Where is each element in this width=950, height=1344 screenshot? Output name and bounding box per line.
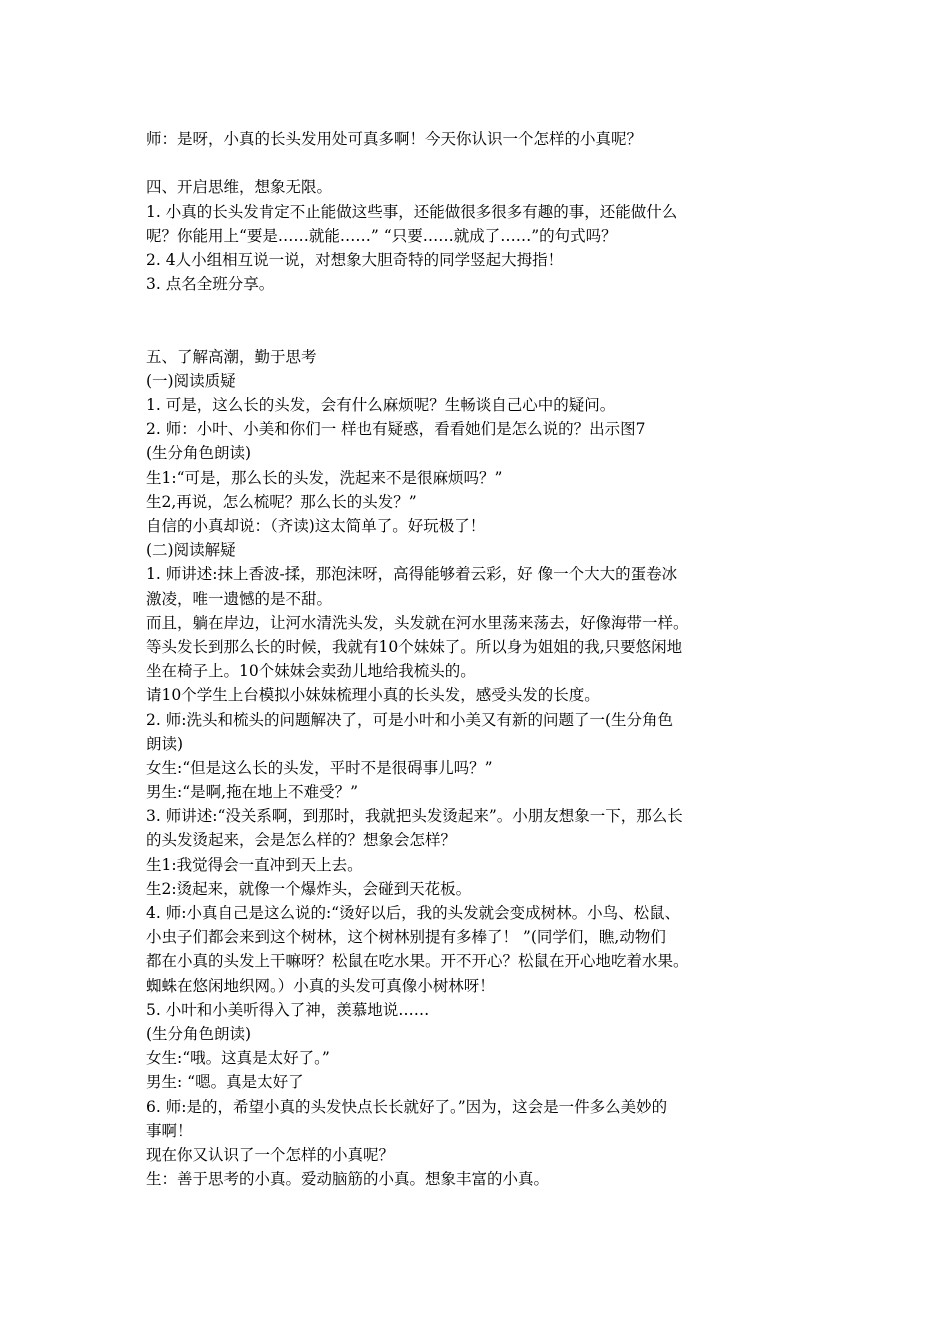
text-line: 生2:烫起来，就像一个爆炸头，会碰到天花板。 xyxy=(146,879,472,898)
text-line: 3. 点名全班分享。 xyxy=(146,275,275,294)
blank-line xyxy=(146,321,818,345)
text-line: 师：是呀，小真的长头发用处可真多啊！今天你认识一个怎样的小真呢？ xyxy=(146,130,643,148)
text-line: 1. 师讲述:抹上香波-揉，那泡沫呀，高得能够着云彩，好 像一个大大的蛋卷冰 xyxy=(146,565,678,584)
text-line: 4. 师:小真自己是这么说的:“烫好以后，我的头发就会变成树林。小鸟、松鼠、 xyxy=(146,904,681,922)
text-line: 自信的小真却说：（齐读)这太简单了。好玩极了！ xyxy=(146,517,486,535)
text-line: 请10个学生上台模拟小妹妹梳理小真的长头发，感受头发的长度。 xyxy=(146,686,600,705)
text-line: 1. 小真的长头发肯定不止能做这些事，还能做很多很多有趣的事，还能做什么 xyxy=(146,202,678,221)
text-line: (生分角色朗读) xyxy=(146,444,252,463)
subsection-heading: (二)阅读解疑 xyxy=(146,541,236,560)
text-line: 生：善于思考的小真。爱动脑筋的小真。想象丰富的小真。 xyxy=(146,1170,550,1189)
text-line: 现在你又认识了一个怎样的小真呢？ xyxy=(146,1145,395,1164)
text-line: 男生: “嗯。真是太好了 xyxy=(146,1073,304,1092)
text-line: (生分角色朗读) xyxy=(146,1024,252,1043)
text-line: 2. 师：小叶、小美和你们一 样也有疑惑，看看她们是怎么说的？出示图7 xyxy=(146,420,646,439)
text-line: 的头发烫起来，会是怎么样的？想象会怎样？ xyxy=(146,831,457,850)
text-line: 都在小真的头发上干嘛呀？松鼠在吃水果。开不开心？松鼠在开心地吃着水果。 xyxy=(146,952,689,971)
text-line: 2. 4人小组相互说一说，对想象大胆奇特的同学竖起大拇指！ xyxy=(146,250,564,269)
text-line: 蜘蛛在悠闲地织网。）小真的头发可真像小树林呀！ xyxy=(146,976,495,995)
text-line: 呢？你能用上“要是……就能……” “只要……就成了……”的句式吗？ xyxy=(146,226,617,245)
text-line: 而且，躺在岸边，让河水清洗头发，头发就在河水里荡来荡去，好像海带一样。 xyxy=(146,613,689,632)
text-line: 男生:“是啊,拖在地上不难受？” xyxy=(146,783,358,802)
section-heading: 四、开启思维，想象无限。 xyxy=(146,178,333,197)
document-body xyxy=(146,127,818,1191)
section-heading: 五、了解高潮，勤于思考 xyxy=(146,347,317,366)
text-line: 3. 师讲述:“没关系啊，到那时，我就把头发烫起来”。小朋友想象一下，那么长 xyxy=(146,807,683,826)
text-line: 朗读) xyxy=(146,734,184,753)
text-line: 生2,再说，怎么梳呢？那么长的头发？” xyxy=(146,492,417,511)
text-line: 事啊！ xyxy=(146,1121,193,1140)
text-line: 女生:“哦。这真是太好了。” xyxy=(146,1049,330,1068)
text-line: 1. 可是，这么长的头发，会有什么麻烦呢？生畅谈自己心中的疑问。 xyxy=(146,396,616,415)
text-line: 女生:“但是这么长的头发，平时不是很碍事儿吗？” xyxy=(146,758,493,777)
text-line: 5. 小叶和小美听得入了神，羡慕地说…… xyxy=(146,1000,430,1019)
blank-line xyxy=(146,296,818,320)
text-line: 坐在椅子上。10个妹妹会卖劲儿地给我梳头的。 xyxy=(146,662,476,681)
blank-line xyxy=(146,151,818,175)
text-line: 激凌，唯一遗憾的是不甜。 xyxy=(146,589,333,608)
text-line: 6. 师:是的，希望小真的头发快点长长就好了。”因为，这会是一件多么美妙的 xyxy=(146,1097,668,1116)
text-line: 2. 师:洗头和梳头的问题解决了，可是小叶和小美又有新的问题了一(生分角色 xyxy=(146,710,673,729)
text-line: 等头发长到那么长的时候，我就有10个妹妹了。所以身为姐姐的我,只要悠闲地 xyxy=(146,637,683,656)
text-line: 生1:我觉得会一直冲到天上去。 xyxy=(146,855,363,874)
text-line: 生1:“可是，那么长的头发，洗起来不是很麻烦吗？” xyxy=(146,468,503,487)
subsection-heading: (一)阅读质疑 xyxy=(146,371,236,390)
text-line: 小虫子们都会来到这个树林，这个树林别提有多棒了！ ”(同学们，瞧,动物们 xyxy=(146,928,666,947)
